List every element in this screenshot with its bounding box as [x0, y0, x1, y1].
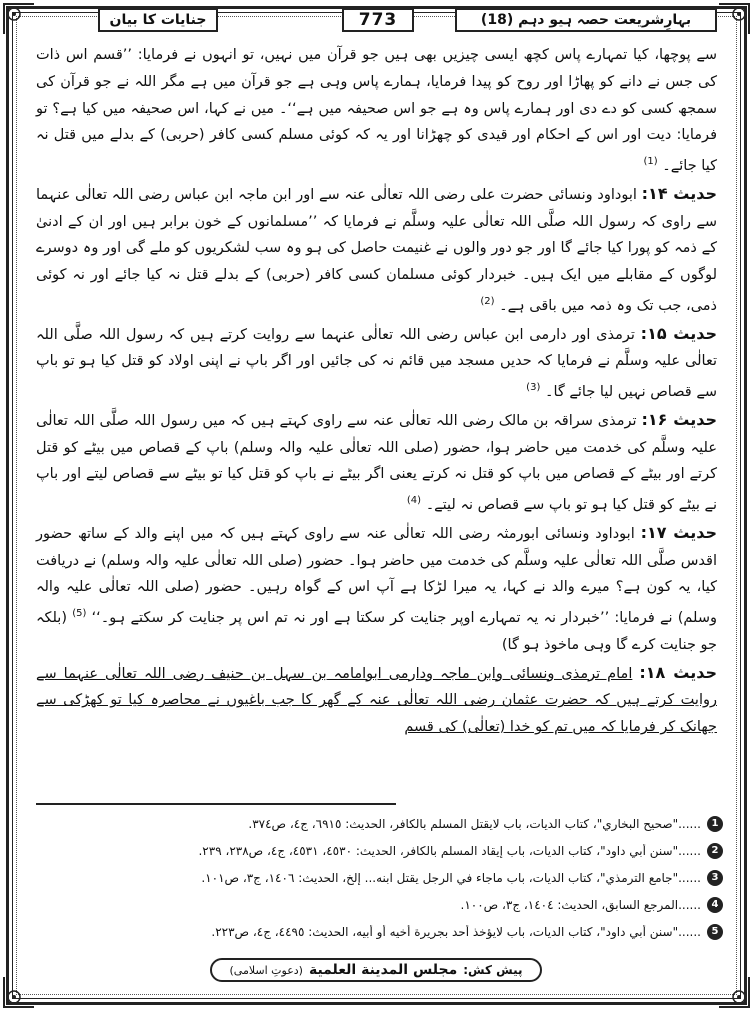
page-header: [36, 8, 717, 36]
paragraph-text: ترمذی اور دارمی ابن عباس رضی اللہ تعالٰی عنہما سے روایت کرتے ہیں کہ رسول اللہ صلَّی اللہ تعالٰی علیہ وسلَّم نے فرمایا کہ حدیں مسجد میں قائم نہ کی جائیں اور اگر باپ نے اپنی اولاد کو قتل کیا ہو تو باپ سے قصاص نہیں لیا جائے گا۔: [36, 326, 717, 401]
hadith-heading: حدیث ۱۶:: [641, 409, 717, 429]
footnote-item: [42, 891, 723, 918]
footnote-item: [42, 810, 723, 837]
hadith-heading: حدیث ۱۸:: [639, 662, 717, 682]
footnote-ref: (4): [406, 495, 422, 507]
main-text: [36, 42, 717, 804]
publisher-name: مجلس المدينة العلمية: [308, 962, 458, 978]
footnote-divider: [36, 803, 396, 805]
footnotes: [42, 810, 723, 945]
footnote-item: [42, 837, 723, 864]
hadith-paragraph: [36, 181, 717, 320]
hadith-heading: حدیث ۱۵:: [640, 323, 718, 343]
hadith-paragraph: [36, 660, 717, 741]
footnote-number: 5: [707, 924, 723, 940]
hadith-heading: حدیث ۱۷:: [640, 522, 717, 542]
footnote-text: ......"سنن أبي داود"، كتاب الديات، باب لايؤخذ أحد بجريرة أخيه أو أبيه، الحديث: ٤٤٩٥، ج٤، ص٢٢٣.: [211, 924, 701, 939]
footnote-number: 4: [707, 897, 723, 913]
hadith-paragraph: [36, 407, 717, 519]
footnote-text: ......"جامع الترمذي"، كتاب الديات، باب ماجاء في الرجل يقتل ابنه... إلخ، الحديث: ١٤٠٦، ج٣، ص١٠١.: [201, 870, 701, 885]
paragraph-text: ابوداود ونسائی ابورمثہ رضی اللہ تعالٰی عنہ سے راوی کہتے ہیں کہ میں اپنے والد کے ساتھ حضور اقدس صلَّی اللہ تعالٰی علیہ وسلَّم کی خدمت میں حاضر ہوا۔ حضور (صلی اللہ تعالٰی علیہ والہ وسلم) نے دریافت کیا، یہ کون ہے؟ میرے والد نے کہا، یہ میرا لڑکا ہے آپ اس کے گواہ رہیں۔ حضور (صلی اللہ تعالٰی علیہ والہ وسلم) نے فرمایا: ’’خبردار نہ یہ تمہارے اوپر جنایت کر سکتا ہے اور نہ تم اس پر جنایت کر سکتے ہو۔‘‘: [36, 525, 718, 627]
footnote-ref: (3): [526, 382, 541, 394]
book-title: بہارِشریعت حصہ ہیو دہم (18): [455, 8, 717, 32]
paragraph-text: ابوداود ونسائی حضرت علی رضی اللہ تعالٰی عنہ سے اور ابن ماجہ ابن عباس رضی اللہ تعالٰی عنہما سے راوی کہ رسول اللہ صلَّی اللہ تعالٰی علیہ وسلَّم نے فرمایا کہ ’’مسلمانوں کے خون برابر ہیں اور ان کے ادنیٰ کے ذمہ کو پورا کیا جائے گا اور جو دور والوں نے غنیمت حاصل کی ہو وہ سب لشکریوں کو ملے گی اور وہ دوسرے لوگوں کے مقابلے میں ایک ہیں۔ خبردار کوئی مسلمان کسی کافر (حربی) کے بدلے قتل نہ کیا جائے اور نہ کوئی ذمی، جب تک وہ ذمہ میں باقی ہے۔: [36, 186, 717, 314]
paragraph-text: ترمذی سراقہ بن مالک رضی اللہ تعالٰی عنہ سے راوی کہتے ہیں کہ میں رسول اللہ صلَّی اللہ تعالٰی علیہ وسلَّم کی خدمت میں حاضر ہوا، حضور (صلی اللہ تعالٰی علیہ والہ وسلم) باپ کے قصاص میں بیٹے کو قتل کرتے اور بیٹے کے قصاص میں باپ کو قتل نہ کرتے یعنی اگر بیٹے نے باپ کو قتل کیا تو بیٹے سے قصاص لیتے اور باپ نے بیٹے کو قتل کیا ہو تو باپ سے قصاص نہ لیتے۔: [36, 412, 717, 514]
paragraph-tail: (بلکہ جو جنایت کرے گا وہی ماخوذ ہو گا): [36, 610, 717, 653]
footnote-ref: (5): [72, 608, 87, 620]
hadith-heading: حدیث ۱۴:: [641, 183, 717, 203]
chapter-title: جنایات کا بیان: [98, 8, 218, 32]
footnote-item: [42, 864, 723, 891]
corner-ornament-icon: [2, 975, 36, 1009]
paragraph: [36, 42, 717, 180]
publisher-subtitle: (دعوتِ اسلامی): [229, 963, 303, 977]
publisher-label: پیش کش:: [463, 963, 523, 977]
footnote-text: ......"صحيح البخاري"، كتاب الديات، باب لايقتل المسلم بالكافر، الحديث: ٦٩١٥، ج٤، ص٣٧٤.: [248, 816, 701, 831]
paragraph-text: سے پوچھا، کیا تمہارے پاس کچھ ایسی چیزیں بھی ہیں جو قرآن میں نہیں، تو انہوں نے فرمایا: ’’قسم اس ذات کی جس نے دانے کو پھاڑا اور روح کو پیدا فرمایا، ہمارے پاس وہی ہے جو قرآن میں ہے مگر اللہ نے جو قرآن کی سمجھ کسی کو دے دی اور ہمارے پاس وہ ہے جو اس صحیفہ میں ہے‘‘۔ میں نے کہا، اس صحیفہ میں کیا ہے؟ تو فرمایا: دیت اور اس کے احکام اور قیدی کو چھڑانا اور یہ کہ کوئی مسلم کسی کافر (حربی) کے بدلے میں قتل نہ کیا جائے۔: [36, 47, 717, 175]
publisher-banner: [210, 958, 542, 982]
corner-ornament-icon: [717, 975, 751, 1009]
corner-ornament-icon: [717, 2, 751, 36]
footnote-text: ......"سنن أبي داود"، كتاب الديات، باب إيقاد المسلم بالكافر، الحديث: ٤٥٣٠، ٤٥٣١، ج٤، ص٢٣٨، ٢٣٩.: [198, 843, 701, 858]
footnote-item: [42, 918, 723, 945]
footnote-number: 3: [707, 870, 723, 886]
footnote-text: ......المرجع السابق، الحديث: ١٤٠٤، ج٣، ص١٠٠.: [460, 897, 701, 912]
hadith-paragraph: [36, 520, 717, 659]
footnote-number: 1: [707, 816, 723, 832]
page-number: 773: [342, 8, 414, 32]
footnote-ref: (2): [480, 296, 495, 307]
paragraph-text: امام ترمذی ونسائی وابن ماجہ ودارمی ابوامامہ بن سہل بن حنیف رضی اللہ تعالٰی عنہما سے روایت کرتے ہیں کہ حضرت عثمان رضی اللہ تعالٰی عنہ کے گھر کا جب باغیوں نے محاصرہ کیا تو کھڑکی سے جھانک کر فرمایا کہ میں تم کو خدا (تعالٰی) کی قسم: [36, 665, 717, 736]
corner-ornament-icon: [2, 2, 36, 36]
footnote-number: 2: [707, 843, 723, 859]
hadith-paragraph: [36, 321, 717, 406]
footnote-ref: (1): [643, 156, 658, 168]
